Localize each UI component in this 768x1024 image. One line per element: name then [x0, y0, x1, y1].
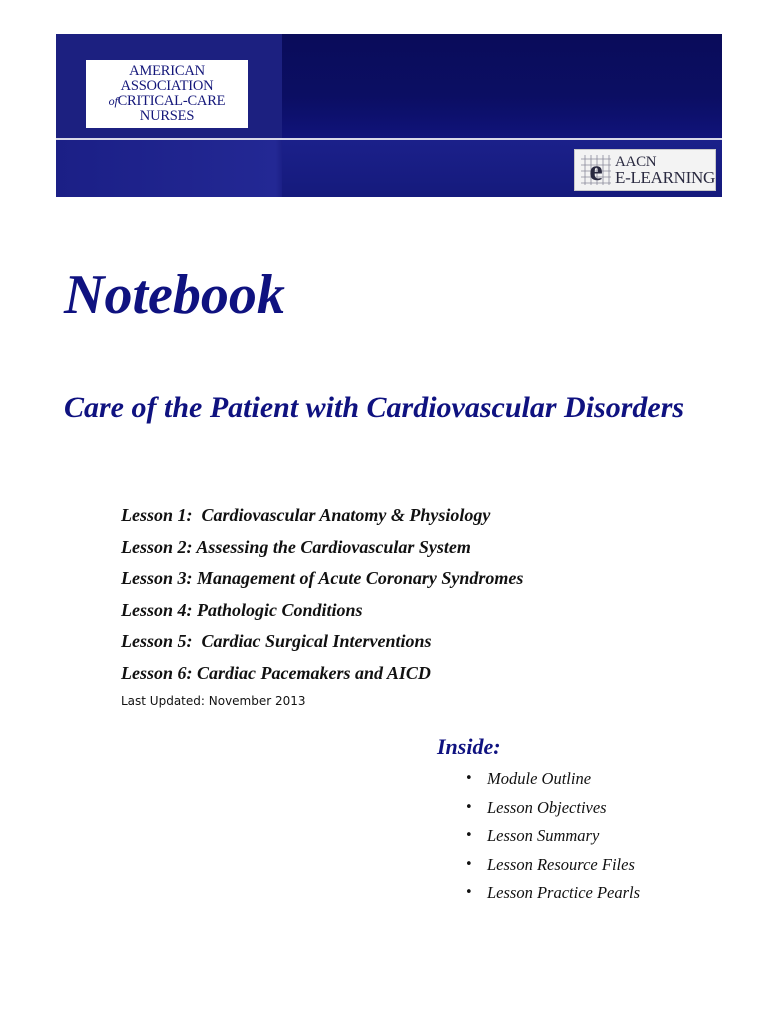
- e-letter-grid-icon: [579, 153, 613, 187]
- lesson-item: Lesson 4: Pathologic Conditions: [121, 599, 363, 620]
- svg-text:e: e: [589, 154, 603, 187]
- bullet-icon: •: [465, 856, 473, 872]
- lesson-list: [121, 500, 523, 689]
- aacn-logo-prefix: of: [108, 94, 118, 108]
- document-subtitle: Care of the Patient with Cardiovascular Disorders: [64, 391, 685, 424]
- aacn-logo-line: ASSOCIATION: [120, 78, 214, 94]
- last-updated-text: Last Updated: November 2013: [121, 694, 306, 708]
- banner-right-block: [282, 34, 722, 138]
- inside-item-label: Module Outline: [487, 769, 592, 788]
- inside-list-item: [465, 794, 640, 823]
- lesson-item: Lesson 1: Cardiovascular Anatomy & Physiology: [121, 505, 491, 525]
- lesson-item: Lesson 3: Management of Acute Coronary Syndromes: [121, 568, 524, 588]
- aacn-logo: [86, 60, 248, 128]
- lesson-item: Lesson 5: Cardiac Surgical Interventions: [121, 631, 432, 651]
- lesson-item: Lesson 6: Cardiac Pacemakers and AICD: [121, 662, 431, 683]
- elearning-logo-line1: AACN: [615, 154, 657, 170]
- inside-list-item: [465, 851, 640, 880]
- inside-list: [465, 765, 640, 908]
- header-banner: [56, 34, 722, 197]
- inside-list-item: [465, 879, 640, 908]
- aacn-logo-line-text: CRITICAL-CARE: [117, 93, 226, 109]
- inside-list-item: [465, 765, 640, 794]
- lesson-item: Lesson 2: Assessing the Cardiovascular System: [121, 536, 471, 557]
- aacn-logo-line: NURSES: [139, 108, 195, 124]
- inside-item-label: Lesson Objectives: [487, 797, 607, 817]
- bullet-icon: •: [465, 885, 473, 901]
- aacn-logo-line: [86, 94, 248, 109]
- elearning-logo-text: [615, 154, 715, 186]
- inside-list-item: [465, 822, 640, 851]
- elearning-logo-line2: E-LEARNING: [615, 168, 715, 187]
- inside-item-label: Lesson Resource Files: [487, 854, 635, 874]
- bullet-icon: •: [465, 828, 473, 844]
- inside-heading: Inside:: [437, 734, 501, 759]
- inside-item-label: Lesson Summary: [487, 826, 600, 846]
- aacn-logo-line: AMERICAN: [129, 63, 205, 79]
- bullet-icon: •: [465, 799, 473, 815]
- document-title: Notebook: [64, 264, 285, 326]
- bullet-icon: •: [465, 771, 473, 786]
- aacn-elearning-logo: [574, 149, 716, 191]
- inside-item-label: Lesson Practice Pearls: [487, 883, 641, 903]
